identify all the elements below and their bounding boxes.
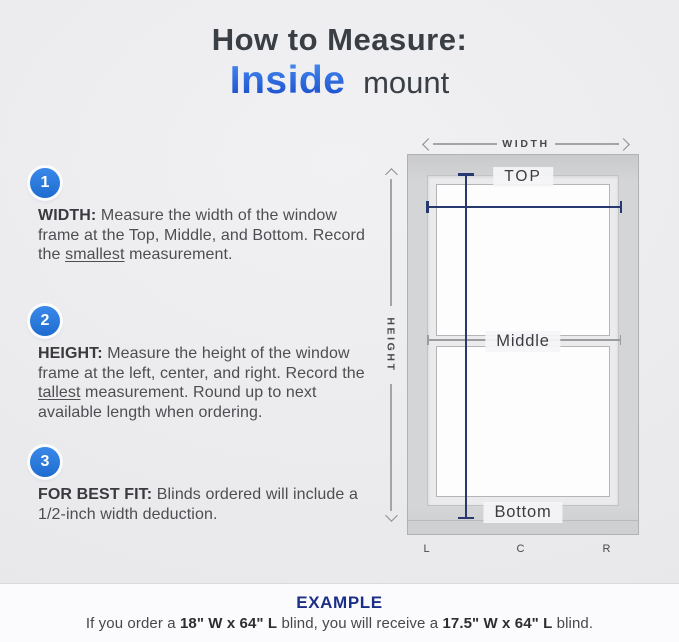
title-highlight-inside: Inside	[229, 58, 346, 102]
title-mount-text: mount	[354, 64, 450, 100]
arrow-right-chevron-icon	[617, 138, 630, 151]
step-1-body: Measure the width of the window frame at the Top, Middle, and Bottom. Record the	[38, 207, 365, 263]
step-3-lead: FOR BEST FIT:	[38, 486, 153, 503]
step-2-underlined-word: tallest	[38, 384, 81, 401]
height-arrow-line-top	[390, 179, 392, 306]
label-center-marker: C	[516, 543, 526, 555]
label-top: TOP	[493, 167, 553, 187]
label-left-marker: L	[423, 543, 431, 555]
step-2-text	[38, 344, 382, 422]
title-line-1: How to Measure:	[211, 22, 468, 57]
step-3-body: Blinds ordered will include a 1/2-inch width deduction.	[38, 486, 358, 523]
step-2-lead: HEIGHT:	[38, 345, 103, 362]
example-mid: blind, you will receive a	[277, 615, 443, 632]
example-sentence	[0, 615, 679, 632]
step-1-text	[38, 206, 382, 265]
step-1-underlined-word: smallest	[65, 246, 125, 263]
example-received-size: 17.5" W x 64" L	[442, 615, 553, 632]
step-2-badge: 2	[30, 306, 60, 336]
example-ordered-size: 18" W x 64" L	[179, 615, 278, 632]
arrow-up-chevron-icon	[385, 168, 398, 181]
step-2-tail: measurement. Round up to next available length when ordering.	[38, 384, 317, 421]
height-dimension-label: HEIGHT	[385, 317, 397, 373]
height-arrow-line-bottom	[390, 384, 392, 511]
label-right-marker: R	[602, 543, 612, 555]
step-1	[30, 168, 382, 265]
height-measure-line	[465, 174, 467, 518]
title-line-2	[0, 59, 679, 104]
example-tail: blind.	[552, 615, 594, 632]
step-3	[30, 447, 382, 524]
step-1-tail: measurement.	[124, 246, 233, 263]
height-dimension-arrow	[384, 170, 398, 520]
step-3-text	[38, 485, 382, 524]
step-2	[30, 306, 382, 422]
arrow-down-chevron-icon	[385, 509, 398, 522]
step-1-lead: WIDTH:	[38, 207, 97, 224]
step-2-body: Measure the height of the window frame at the left, center, and right. Record the	[38, 345, 365, 382]
step-3-badge: 3	[30, 447, 60, 477]
example-section	[0, 583, 679, 642]
arrow-left-chevron-icon	[422, 138, 435, 151]
label-middle: Middle	[485, 331, 560, 352]
example-heading: EXAMPLE	[296, 593, 383, 612]
label-bottom: Bottom	[483, 502, 562, 523]
width-arrow-line-right	[555, 143, 619, 145]
top-width-measure-line	[427, 206, 621, 208]
width-arrow-line-left	[433, 143, 497, 145]
step-1-badge: 1	[30, 168, 60, 198]
window-pane-bottom	[436, 346, 610, 497]
page-title	[0, 22, 679, 103]
width-dimension-arrow	[424, 138, 628, 150]
example-pre: If you order a	[85, 615, 180, 632]
width-dimension-label: WIDTH	[502, 138, 550, 150]
